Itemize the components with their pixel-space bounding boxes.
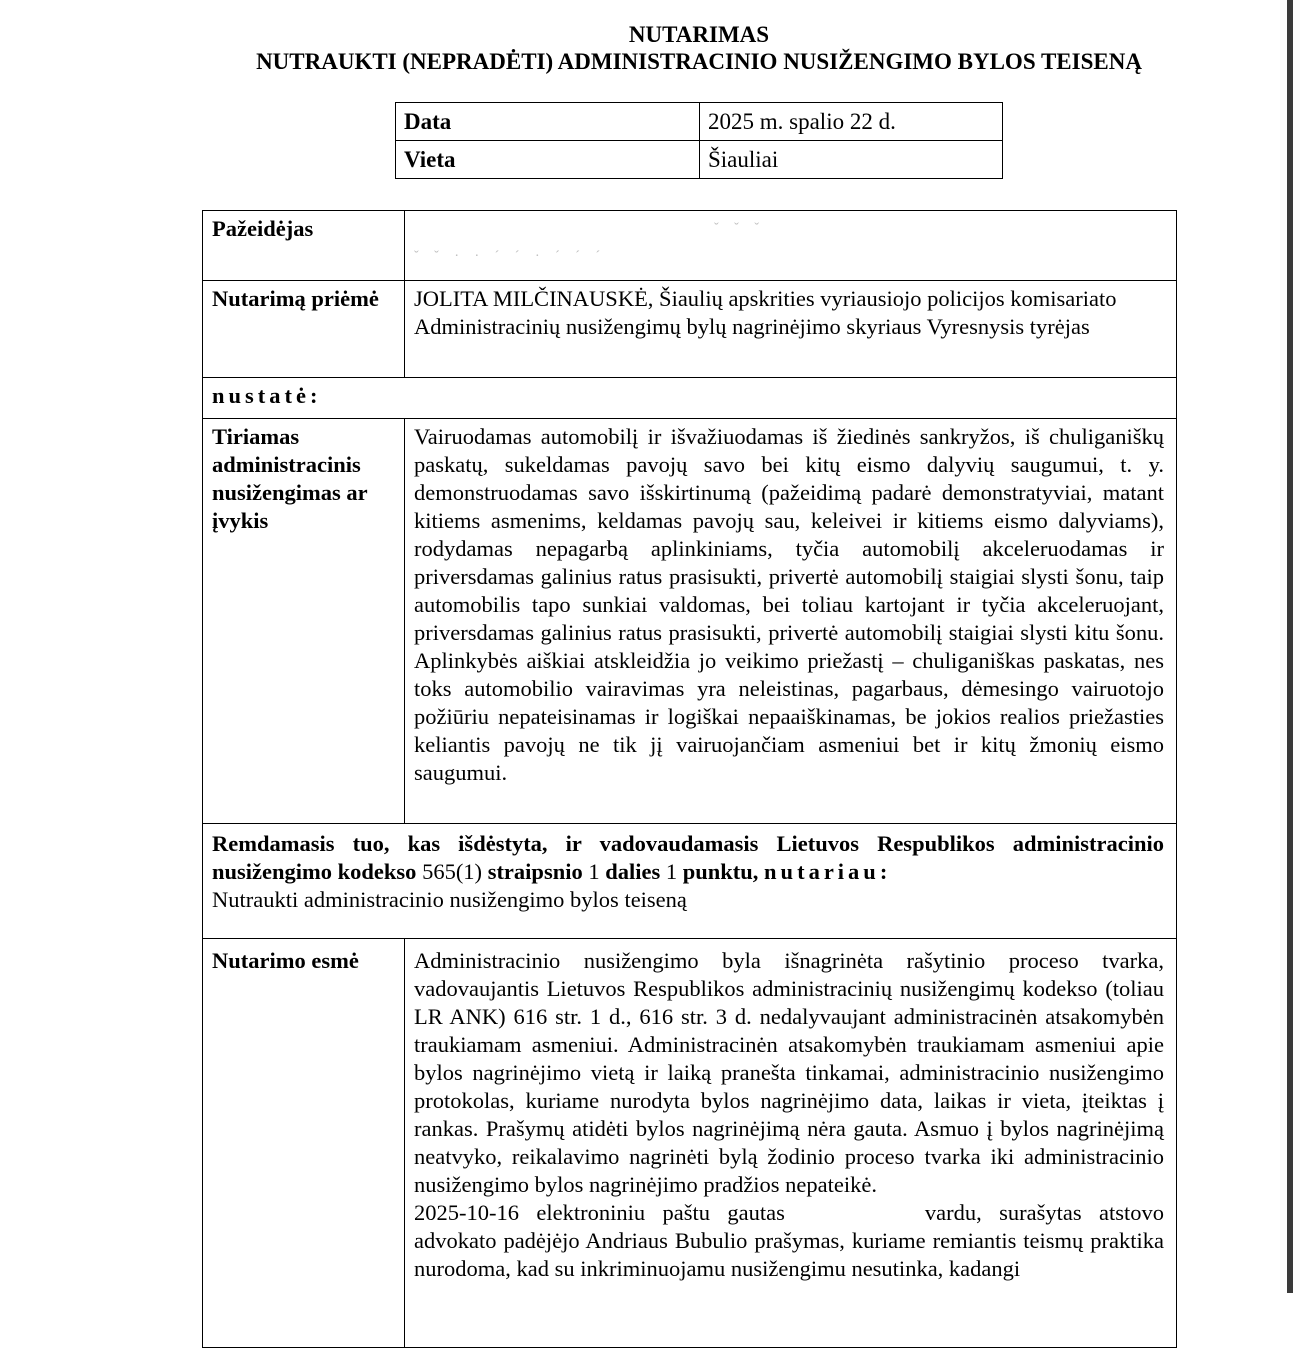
essence-paragraph-2-rest: vardu, surašytas atstovo advokato padėjėjo Andriaus Bubulio prašymas, kuriame remiantis teismų praktika nurodoma, kad su inkriminuojamu nusižengimu nesutinka, kadangi xyxy=(414,1200,1164,1281)
resolution-row xyxy=(203,824,1177,939)
document-subtitle: NUTRAUKTI (NEPRADĖTI) ADMINISTRACINIO NUSIŽENGIMO BYLOS TEISENĄ xyxy=(256,49,1142,74)
decision-maker-value: JOLITA MILČINAUSKĖ, Šiaulių apskrities vyriausiojo policijos komisariato Administracinių nusižengimų bylų nagrinėjimo skyriaus Vyresnysis tyrėjas xyxy=(405,281,1177,378)
essence-paragraph-2 xyxy=(414,1199,1164,1283)
resolution-text-3: dalies xyxy=(605,859,661,884)
established-row xyxy=(203,378,1177,419)
window-edge xyxy=(1287,0,1293,1293)
resolution-point: 1 xyxy=(665,859,678,884)
date-row xyxy=(396,103,1003,141)
essence-value xyxy=(405,939,1177,1348)
violator-value xyxy=(405,211,1177,281)
violator-row xyxy=(203,211,1177,281)
offense-text: Vairuodamas automobilį ir išvažiuodamas iš žiedinės sankryžos, iš chuliganiškų paskatų, sukeldamas pavojų savo bei kitų eismo dalyvių saugumui, t. y. demonstruodamas savo išskirtinumą (pažeidimą padarė demonstratyviai, matant kitiems asmenims, keldamas pavojų sau, keleivei ir kitiems eismo dalyviams), rodydamas nepagarbą aplinkiniams, tyčia automobilį akceleruodamas ir priversdamas galinius ratus prasisukti, privertė automobilį staigiai slysti šonu, taip automobilis tapo sunkiai valdomas, bei toliau kartojant ir tyčia akceleruojant, priversdamas galinius ratus prasisukti, privertė automobilį staigiai slysti kitu šonu. Aplinkybės aiškiai atskleidžia jo veikimo priežastį – chuliganiškas paskatas, nes toks automobilio vairavimas yra neleistinas, pagarbaus, dėmesingo vairuotojo požiūriu nepateisinamas ir logiškai nepaaiškinamas, be jokios realios priežasties keliantis pavojų ne tik jį vairuojančiam asmeniui bet ir kitų žmonių eismo saugumui. xyxy=(405,419,1177,824)
resolution-text-1: Remdamasis tuo, kas išdėstyta, ir vadovaudamasis Lietuvos Respublikos administracinio nusižengimo kodekso xyxy=(212,831,1164,884)
offense-label: Tiriamas administracinis nusižengimas ar įvykis xyxy=(203,419,405,824)
decision-table xyxy=(202,210,1177,1348)
resolution-result: Nutraukti administracinio nusižengimo bylos teiseną xyxy=(212,887,687,912)
decision-maker-label: Nutarimą priėmė xyxy=(203,281,405,378)
resolved-word: nutariau: xyxy=(764,859,892,884)
resolution-text-4: punktu, xyxy=(682,859,759,884)
resolution-basis xyxy=(212,830,1164,886)
date-label: Data xyxy=(396,103,700,141)
place-value: Šiauliai xyxy=(700,141,1003,179)
redacted-text-2: ˇ ˇ · · ´ ´ · ´ ´ ´ xyxy=(414,249,607,264)
place-label: Vieta xyxy=(396,141,700,179)
resolution-paragraph: 1 xyxy=(588,859,600,884)
resolution-cell xyxy=(203,824,1177,939)
place-row xyxy=(396,141,1003,179)
violator-label: Pažeidėjas xyxy=(203,211,405,281)
redacted-text-1: ˇ ˇ ˇ xyxy=(714,221,765,236)
document-title: NUTARIMAS xyxy=(628,22,770,47)
established-label xyxy=(203,378,1177,419)
resolution-article: 565(1) xyxy=(422,859,483,884)
decision-maker-row xyxy=(203,281,1177,378)
essence-paragraph-1: Administracinio nusižengimo byla išnagrinėta rašytinio proceso tvarka, vadovaujantis Lietuvos Respublikos administracinių nusižengimų kodekso (toliau LR ANK) 616 str. 1 d., 616 str. 3 d. nedalyvaujant administracinėn atsakomybėn traukiamam asmeniui. Administracinėn atsakomybėn traukiamam asmeniui apie bylos nagrinėjimo vietą ir laiką pranešta tinkamai, administracinio nusižengimo protokolas, kuriame nurodyta bylos nagrinėjimo data, laikas ir vieta, įteiktas į rankas. Prašymų atidėti bylos nagrinėjimą nėra gauta. Asmuo į bylos nagrinėjimą neatvyko, reikalavimo nagrinėti bylą žodinio proceso tvarka iki administracinio nusižengimo bylos nagrinėjimo pradžios nepateikė. xyxy=(414,948,1164,1197)
essence-label: Nutarimo esmė xyxy=(203,939,405,1348)
essence-row xyxy=(203,939,1177,1348)
date-value: 2025 m. spalio 22 d. xyxy=(700,103,1003,141)
resolution-text-2: straipsnio xyxy=(487,859,583,884)
established-text: nustatė: xyxy=(212,383,322,408)
offense-row xyxy=(203,419,1177,824)
date-place-table xyxy=(395,102,1003,179)
essence-paragraph-2-start: 2025-10-16 elektroniniu paštu gautas xyxy=(414,1200,785,1225)
